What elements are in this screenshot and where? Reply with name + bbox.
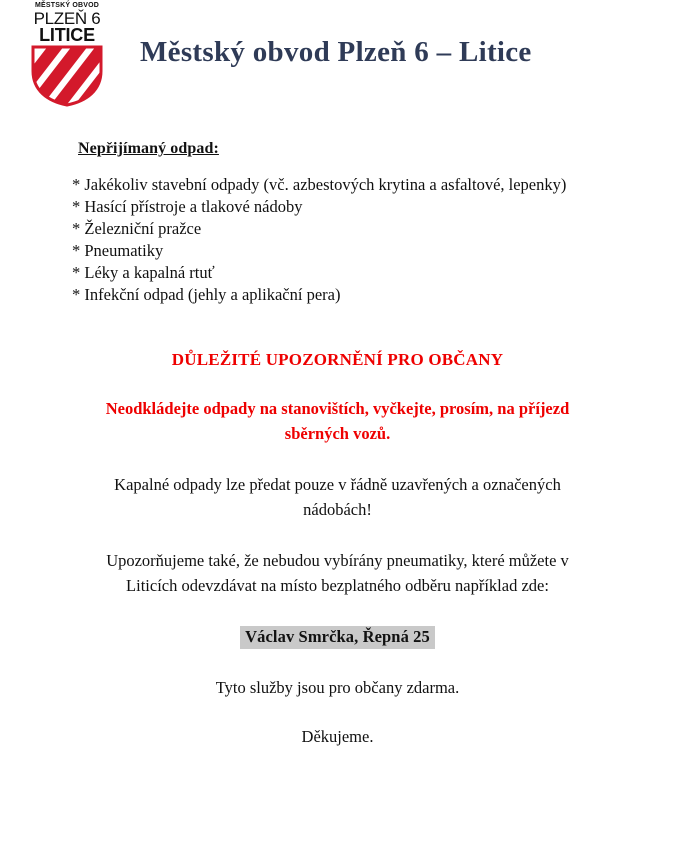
municipal-logo xyxy=(24,2,110,108)
document-body xyxy=(0,112,675,749)
list-item: * Pneumatiky xyxy=(72,241,164,260)
thanks-text: Děkujeme. xyxy=(301,727,374,746)
address-container xyxy=(0,626,675,649)
notice-title: DŮLEŽITÉ UPOZORNĚNÍ PRO OBČANY xyxy=(171,350,504,369)
logo-line-city: PLZEŇ 6 xyxy=(33,9,101,28)
logo-text-block xyxy=(24,2,110,44)
logo-line-district: MĚSTSKÝ OBVOD xyxy=(34,2,100,9)
list-item: * Jakékoliv stavební odpady (vč. azbestových krytina a asfaltové, lepenky) xyxy=(72,175,567,194)
list-item: * Hasící přístroje a tlakové nádoby xyxy=(72,197,303,216)
coat-of-arms-shield-icon xyxy=(31,45,103,107)
list-item: * Železniční pražce xyxy=(72,219,202,238)
closing-text: Tyto služby jsou pro občany zdarma. xyxy=(215,678,460,697)
page-title: Městský obvod Plzeň 6 – Litice xyxy=(140,36,532,68)
page-header xyxy=(0,0,675,112)
section-heading-rejected-waste: Nepřijímaný odpad: xyxy=(78,140,219,157)
notice-warning-text: Neodkládejte odpady na stanovištích, vyčkejte, prosím, na příjezd sběrných vozů. xyxy=(105,399,570,443)
list-item: * Léky a kapalná rtuť xyxy=(72,263,215,282)
paragraph-liquid-waste: Kapalné odpady lze předat pouze v řádně uzavřených a označených nádobách! xyxy=(114,475,561,519)
list-item: * Infekční odpad (jehly a aplikační pera) xyxy=(72,285,341,304)
rejected-waste-list xyxy=(72,174,592,306)
logo-line-place: LITICE xyxy=(39,25,95,45)
paragraph-tires: Upozorňujeme také, že nebudou vybírány pneumatiky, které můžete v Liticích odevzdávat na místo bezplatného odběru například zde: xyxy=(106,551,569,595)
collection-point-address: Václav Smrčka, Řepná 25 xyxy=(240,626,435,649)
